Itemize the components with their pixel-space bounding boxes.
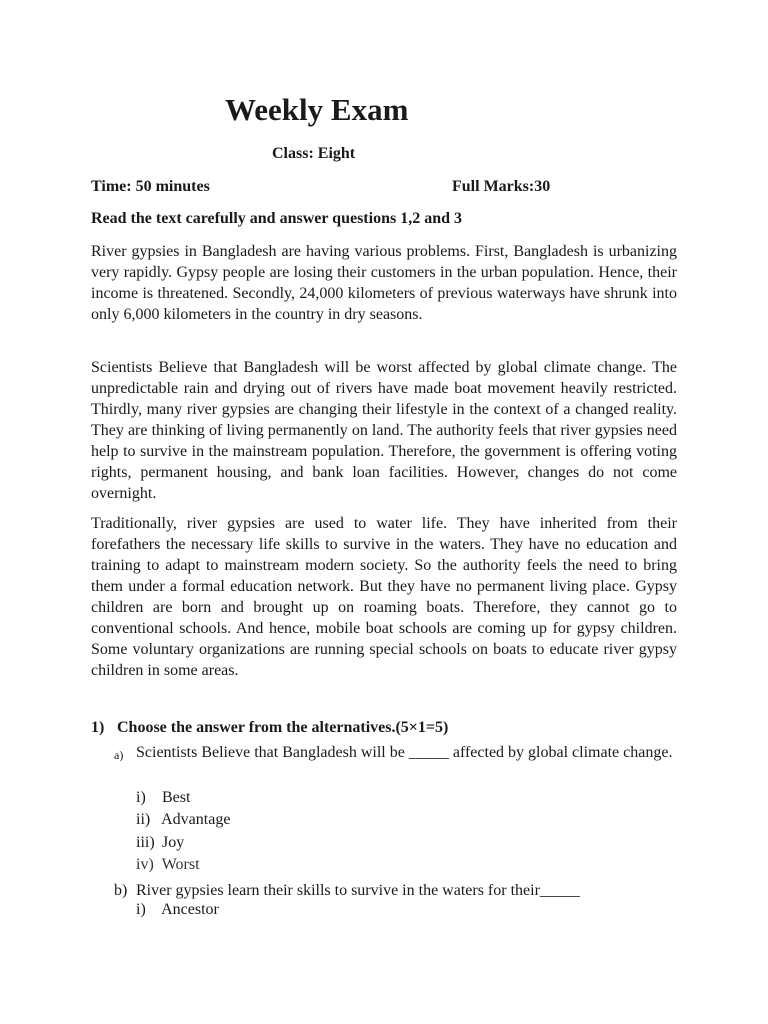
option-label: Ancestor bbox=[161, 901, 219, 918]
question-1-number: 1) bbox=[91, 719, 105, 736]
option-label: Joy bbox=[162, 834, 185, 851]
question-1a-text: Scientists Believe that Bangladesh will be _____ affected by global climate change. bbox=[136, 744, 673, 761]
option-label: Advantage bbox=[161, 811, 231, 828]
option-numeral: ii) bbox=[136, 811, 151, 828]
exam-title: Weekly Exam bbox=[225, 92, 409, 127]
option-1a-iii bbox=[136, 832, 184, 854]
class-label: Class: Eight bbox=[272, 145, 356, 162]
option-1a-i bbox=[136, 787, 190, 809]
option-label: Worst bbox=[161, 856, 200, 873]
question-1a bbox=[114, 742, 677, 764]
instruction-text: Read the text carefully and answer questions 1,2 and 3 bbox=[91, 210, 462, 227]
passage-paragraph-1: River gypsies in Bangladesh are having various problems. First, Bangladesh is urbanizing very rapidly. Gypsy people are losing their customers in the urban population. Hence, their income is threatened. Secondly, 24,000 kilometers of previous waterways have shrunk into only 6,000 kilometers in the country in dry seasons. bbox=[91, 243, 677, 323]
passage-paragraph-3: Traditionally, river gypsies are used to water life. They have inherited from their forefathers the necessary life skills to survive in the waters. They have no education and training to adapt to mainstream modern society. So the authority feels the need to bring them under a formal education network. But they have no permanent living place. Gypsy children are born and brought up on roaming boats. Therefore, they cannot go to conventional schools. And hence, mobile boat schools are coming up for gypsy children. Some voluntary organizations are running special schools on boats to educate river gypsy children in some areas. bbox=[91, 515, 677, 679]
option-numeral: i) bbox=[136, 901, 146, 918]
question-1-heading bbox=[91, 719, 448, 737]
option-numeral: i) bbox=[136, 789, 146, 806]
option-label: Best bbox=[162, 789, 191, 806]
question-1b-letter: b) bbox=[114, 882, 128, 899]
passage-paragraph-2: Scientists Believe that Bangladesh will be worst affected by global climate change. The unpredictable rain and drying out of rivers have made boat movement heavily restricted. Thirdly, many river gypsies are changing their lifestyle in the context of a changed reality. They are thinking of living permanently on land. The authority feels that river gypsies need help to survive in the mainstream population. Therefore, the government is offering voting rights, permanent housing, and bank loan facilities. However, changes do not come overnight. bbox=[91, 359, 677, 502]
option-1b-i bbox=[136, 899, 219, 921]
time-label: Time: 50 minutes bbox=[91, 178, 210, 195]
option-numeral: iv) bbox=[136, 856, 154, 873]
option-1a-iv bbox=[136, 854, 200, 876]
question-1b-text: River gypsies learn their skills to survive in the waters for their_____ bbox=[136, 882, 580, 899]
full-marks-label: Full Marks:30 bbox=[452, 178, 551, 195]
question-1a-letter: a) bbox=[114, 748, 124, 762]
option-1a-ii bbox=[136, 809, 230, 831]
question-1-text: Choose the answer from the alternatives.(5×1=5) bbox=[117, 719, 449, 736]
option-numeral: iii) bbox=[136, 834, 155, 851]
